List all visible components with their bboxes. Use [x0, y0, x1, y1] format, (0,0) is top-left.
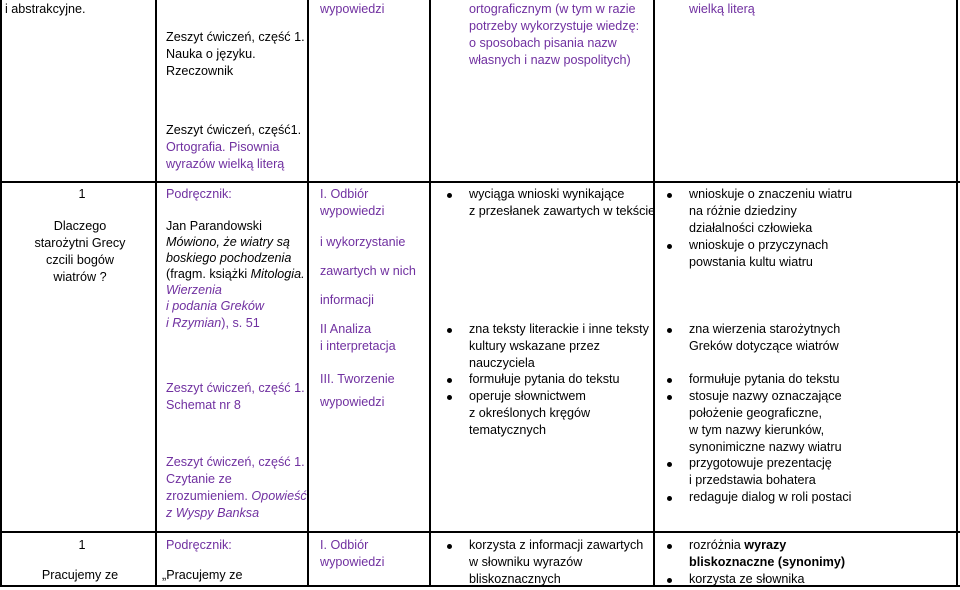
- row2-extended-outcome-2: korzysta ze słownika: [689, 572, 805, 586]
- row1-basic-outcome-2: zna teksty literackie i inne teksty kultury wskazane przez nauczyciela: [469, 322, 649, 370]
- row1-workbook-schema: Zeszyt ćwiczeń, część 1. Schemat nr 8: [166, 381, 305, 412]
- row1-extended-outcome-2: wnioskuje o przyczynach powstania kultu wiatru: [689, 238, 829, 269]
- row1-requirement-contents: zawartych w nich: [320, 264, 416, 278]
- bullet: [447, 378, 452, 383]
- row1-topic-title: Dlaczego starożytni Grecy czcili bogów wiatrów ?: [34, 219, 126, 284]
- bullet: [667, 244, 672, 249]
- column-divider-5: [653, 0, 655, 587]
- row1-requirement-information: informacji: [320, 293, 374, 307]
- row1-text-title-2: boskiego pochodzenia: [166, 251, 292, 265]
- column-divider-4: [429, 0, 431, 587]
- row1-basic-outcome-3: formułuje pytania do tekstu: [469, 372, 620, 386]
- bullet: [667, 544, 672, 549]
- row2-textbook-label: Podręcznik:: [166, 538, 232, 552]
- row1-extended-outcome-5: stosuje nazwy oznaczające położenie geograficzne, w tym nazwy kierunków, synonimiczne nazwy wiatru: [689, 389, 842, 454]
- row1-text-source-2: Wierzenia: [166, 283, 222, 297]
- row-divider-2: [0, 531, 960, 533]
- bullet: [447, 328, 452, 333]
- row2-topic-number: 1: [78, 538, 86, 552]
- row2-requirement: I. Odbiór wypowiedzi: [320, 538, 385, 569]
- row1-text-author: Jan Parandowski: [166, 219, 262, 233]
- row1-text-title-1: Mówiono, że wiatry są: [166, 235, 290, 249]
- row1-basic-outcome-1: wyciąga wnioski wynikające z przesłanek zawartych w tekście: [469, 187, 656, 218]
- row0-extended-outcomes: wielką literą: [689, 2, 755, 16]
- row2-topic-title: Pracujemy ze: [41, 568, 119, 582]
- row2-textbook-title: „Pracujemy ze: [162, 568, 243, 582]
- row0-requirements: wypowiedzi: [320, 2, 385, 16]
- row1-basic-outcome-4: operuje słownictwem z określonych kręgów tematycznych: [469, 389, 591, 437]
- column-divider-1: [0, 0, 2, 587]
- row0-materials-orthography: Zeszyt ćwiczeń, część1. Ortografia. Pisownia wyrazów wielką literą: [166, 123, 302, 171]
- row1-requirement-reception: I. Odbiór wypowiedzi: [320, 187, 385, 218]
- bullet: [667, 395, 672, 400]
- bullet: [667, 193, 672, 198]
- row1-requirement-use: i wykorzystanie: [320, 235, 406, 249]
- column-divider-6: [956, 0, 958, 587]
- row1-requirement-creation: III. Tworzenie wypowiedzi: [320, 372, 395, 409]
- bullet: [667, 578, 672, 583]
- column-divider-2: [155, 0, 157, 587]
- bullet: [667, 462, 672, 467]
- row0-topic: i abstrakcyjne.: [5, 2, 86, 16]
- row0-materials: Zeszyt ćwiczeń, część 1. Nauka o języku. Rzeczownik: [166, 30, 305, 78]
- bullet: [447, 395, 452, 400]
- row1-text-source: (fragm. książki Mitologia.: [166, 267, 305, 281]
- row1-extended-outcome-7: redaguje dialog w roli postaci: [689, 490, 852, 504]
- row1-extended-outcome-6: przygotowuje prezentację i przedstawia bohatera: [689, 456, 832, 487]
- row1-requirement-analysis: II Analiza i interpretacja: [320, 322, 396, 353]
- bullet: [447, 544, 452, 549]
- row1-textbook-label: Podręcznik:: [166, 187, 232, 201]
- bullet: [667, 328, 672, 333]
- row1-text-source-3: i podania Greków: [166, 299, 265, 313]
- row1-extended-outcome-3: zna wierzenia starożytnych Greków dotyczące wiatrów: [689, 322, 841, 353]
- row-divider-1: [0, 181, 960, 183]
- bullet: [667, 496, 672, 501]
- bullet: [667, 378, 672, 383]
- row1-extended-outcome-1: wnioskuje o znaczeniu wiatru na różnie dziedziny działalności człowieka: [689, 187, 853, 235]
- column-divider-3: [307, 0, 309, 587]
- row1-text-source-4: i Rzymian), s. 51: [166, 316, 260, 330]
- row1-extended-outcome-4: formułuje pytania do tekstu: [689, 372, 840, 386]
- bullet: [447, 193, 452, 198]
- row1-topic: 1: [78, 187, 86, 201]
- row0-basic-outcomes: ortograficznym (w tym w razie potrzeby wykorzystuje wiedzę: o sposobach pisania nazw własnych i nazw pospolitych): [469, 2, 640, 67]
- row2-extended-outcome-1: rozróżnia wyrazy bliskoznaczne (synonimy): [689, 538, 846, 569]
- row2-basic-outcome: korzysta z informacji zawartych w słowniku wyrazów bliskoznacznych: [469, 538, 644, 586]
- row1-workbook-reading: Zeszyt ćwiczeń, część 1. Czytanie ze zrozumieniem. Opowieść z Wyspy Banksa: [166, 455, 307, 520]
